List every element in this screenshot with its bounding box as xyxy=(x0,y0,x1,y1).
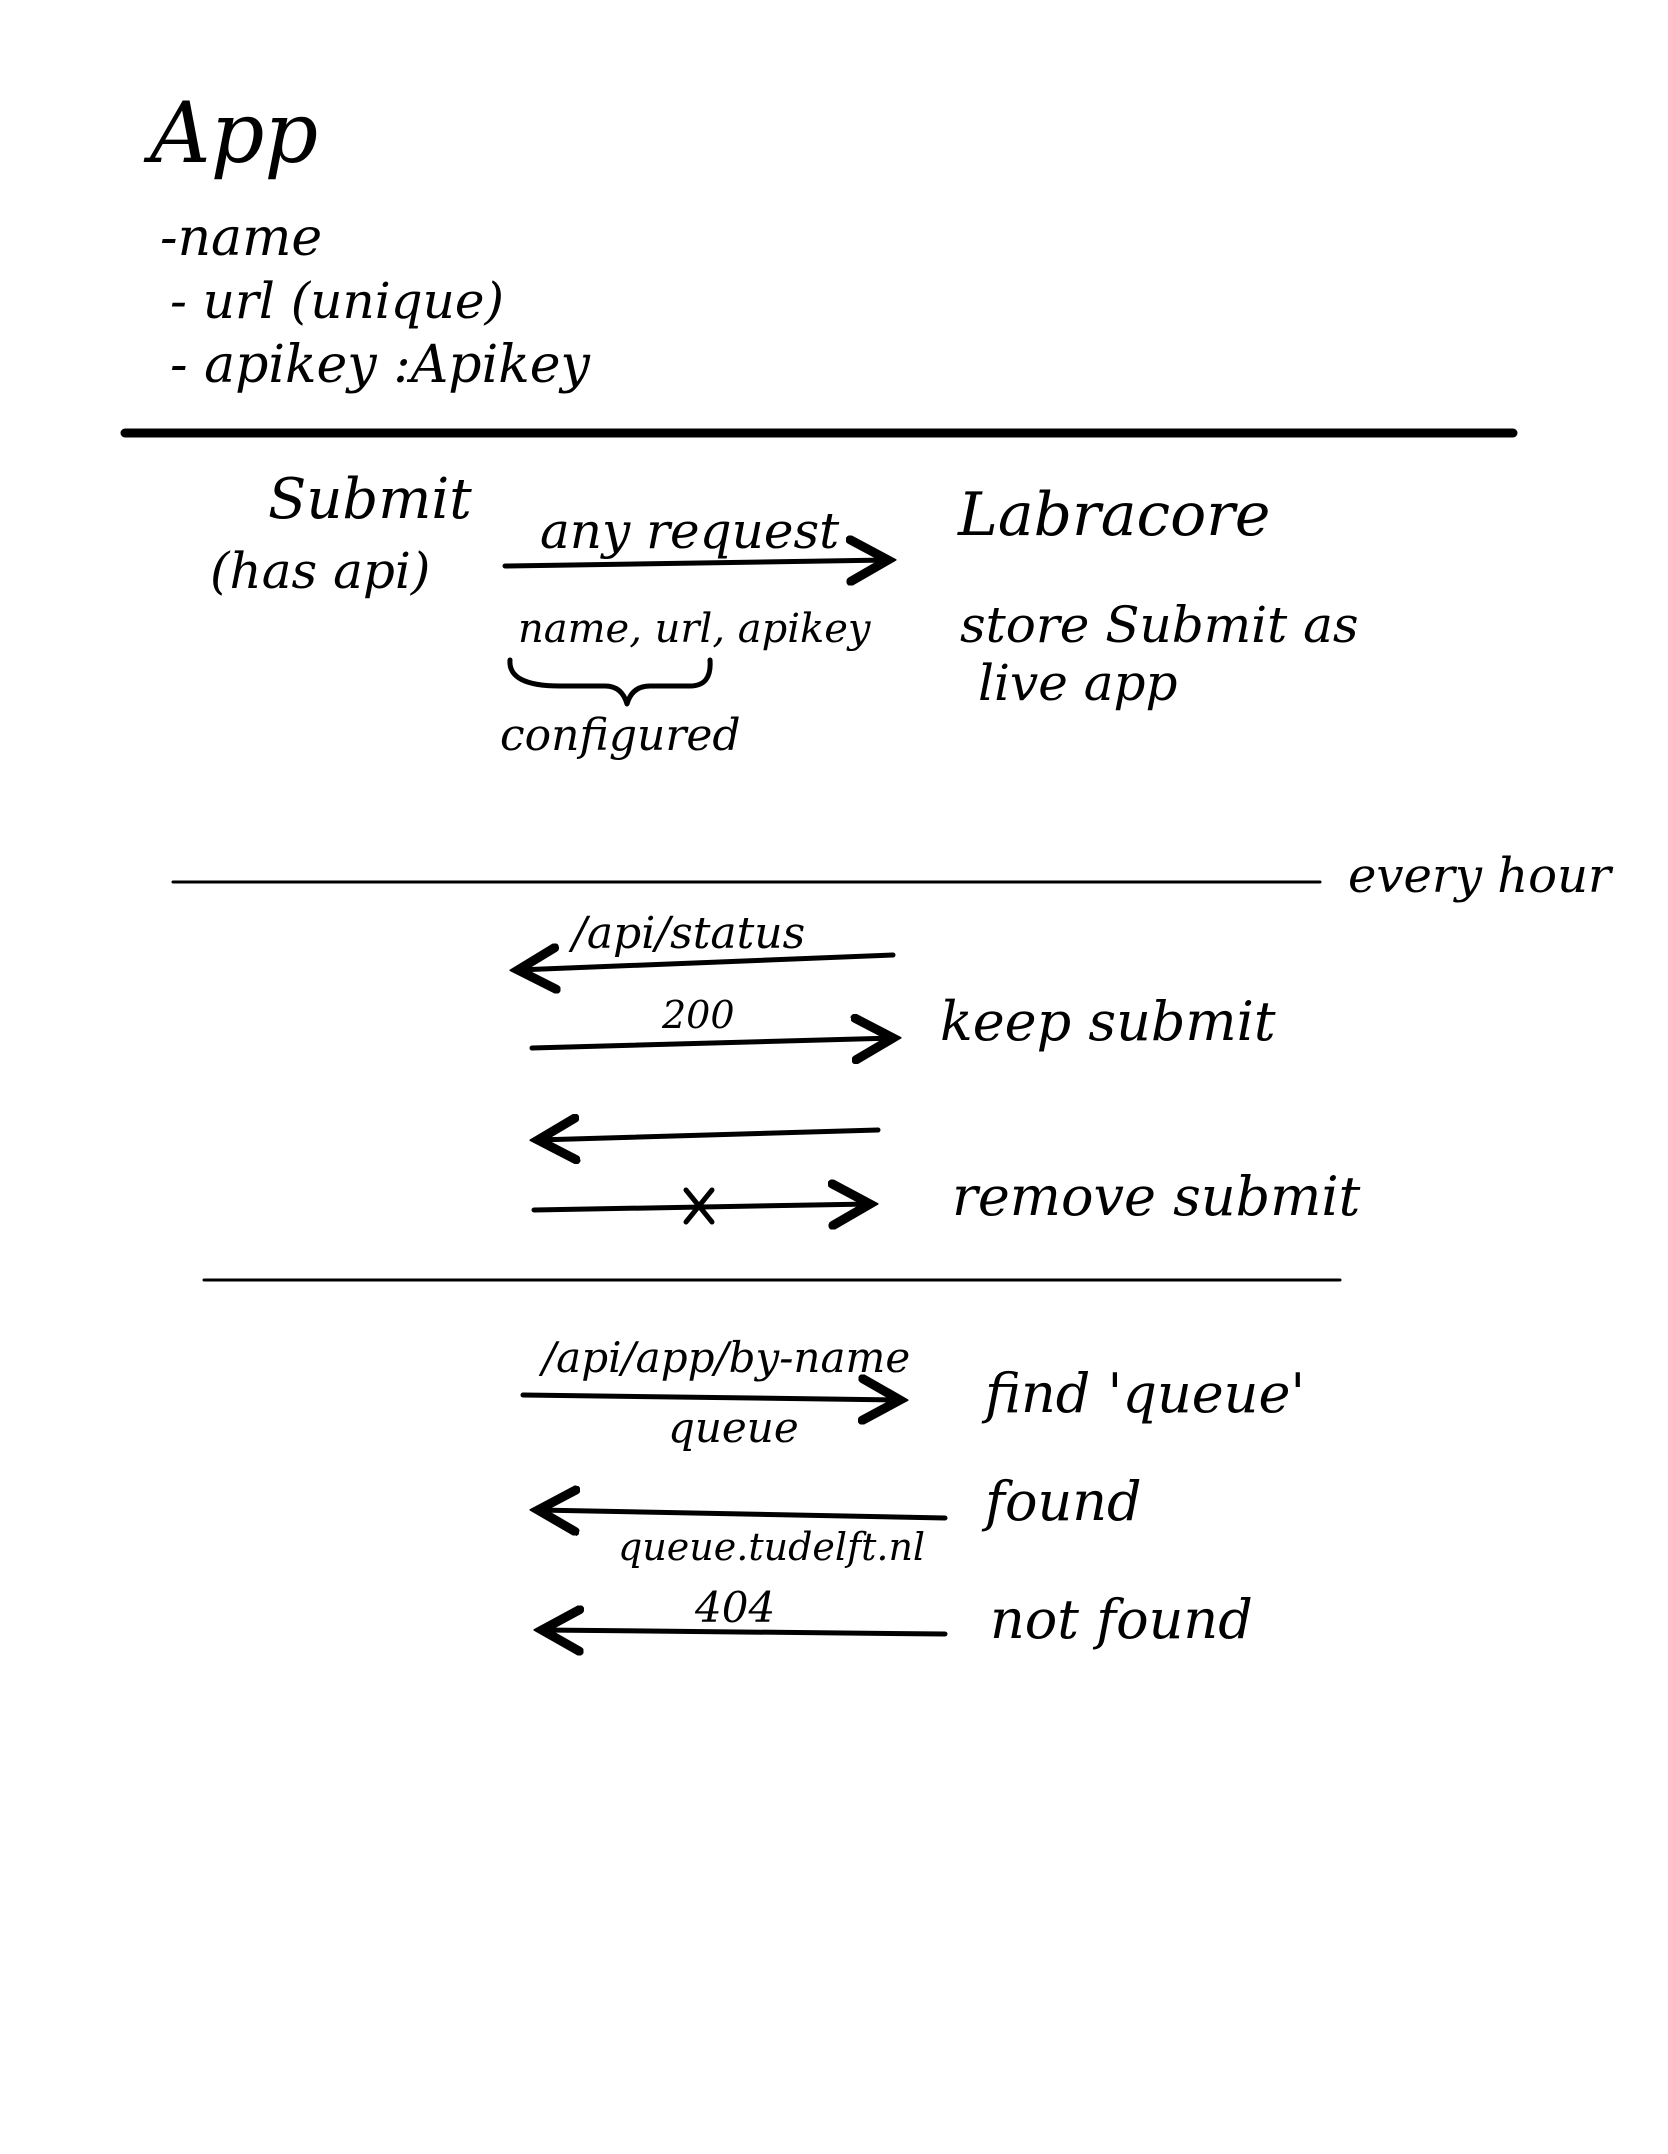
request-label: any request xyxy=(540,502,840,560)
lookup-request-label: /api/app/by-name xyxy=(542,1333,911,1382)
params-brace xyxy=(510,660,710,704)
store-note-line2: live app xyxy=(978,654,1178,712)
retry-request-arrow xyxy=(538,1130,878,1140)
lookup-request-arrow xyxy=(523,1395,900,1400)
ok-code-label: 200 xyxy=(662,993,735,1037)
entity-field-apikey: - apikey :Apikey xyxy=(170,335,590,395)
brace-label: configured xyxy=(500,710,741,761)
found-response-arrow xyxy=(538,1510,945,1518)
fail-action: remove submit xyxy=(952,1165,1361,1228)
notfound-label: not found xyxy=(990,1588,1253,1651)
entity-title: App xyxy=(150,84,319,182)
lookup-param-label: queue xyxy=(668,1403,799,1452)
request-arrow xyxy=(505,560,888,566)
entity-field-name: -name xyxy=(160,208,323,268)
actor-submit: Submit xyxy=(268,467,472,532)
schedule-label: every hour xyxy=(1348,848,1611,904)
actor-labracore: Labracore xyxy=(958,480,1271,550)
lookup-action: find 'queue' xyxy=(985,1362,1306,1425)
entity-field-url: - url (unique) xyxy=(170,272,504,330)
found-label: found xyxy=(985,1470,1142,1533)
request-params: name, url, apikey xyxy=(518,606,871,652)
ok-response-arrow xyxy=(532,1038,893,1048)
ok-action: keep submit xyxy=(940,990,1276,1053)
store-note-line1: store Submit as xyxy=(960,596,1359,654)
notfound-response-arrow xyxy=(542,1630,945,1634)
status-request-label: /api/status xyxy=(572,908,806,959)
notfound-code-label: 404 xyxy=(695,1583,776,1632)
actor-submit-note: (has api) xyxy=(210,542,431,600)
found-response-label: queue.tudelft.nl xyxy=(618,1525,926,1569)
